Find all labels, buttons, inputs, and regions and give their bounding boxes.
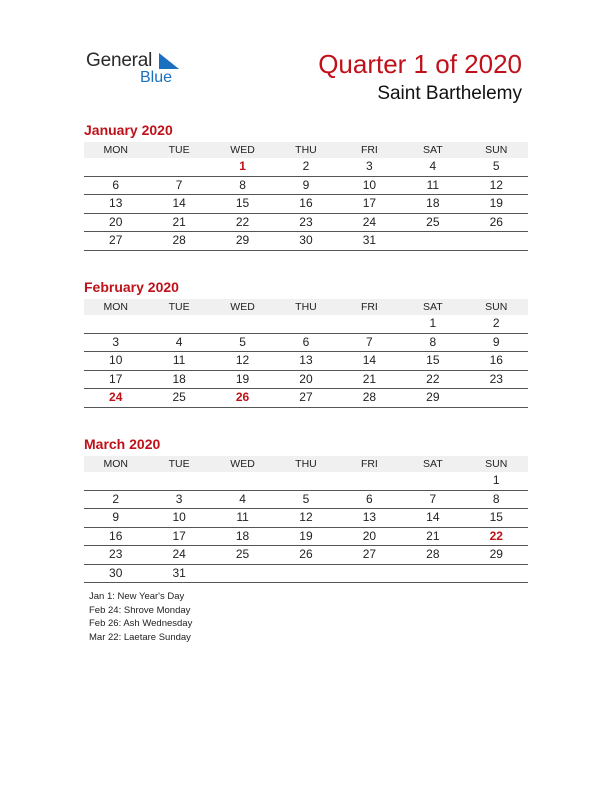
day-cell: 1 xyxy=(465,472,528,490)
day-cell: 3 xyxy=(338,158,401,176)
day-cell: 22 xyxy=(401,370,464,389)
day-cell: 1 xyxy=(401,315,464,333)
day-cell xyxy=(465,232,528,251)
day-cell xyxy=(84,315,147,333)
day-cell: 2 xyxy=(274,158,337,176)
day-cell: 13 xyxy=(274,352,337,371)
day-cell: 10 xyxy=(84,352,147,371)
day-cell: 3 xyxy=(147,490,210,509)
day-cell: 15 xyxy=(465,509,528,528)
day-cell: 31 xyxy=(338,232,401,251)
day-cell xyxy=(338,315,401,333)
day-cell xyxy=(338,472,401,490)
day-cell: 11 xyxy=(401,176,464,195)
weekday-header: WED xyxy=(211,299,274,315)
weekday-header: THU xyxy=(274,299,337,315)
day-cell: 15 xyxy=(401,352,464,371)
weekday-header: THU xyxy=(274,456,337,472)
holiday-note: Mar 22: Laetare Sunday xyxy=(89,632,191,644)
day-cell: 25 xyxy=(211,546,274,565)
day-cell: 24 xyxy=(84,389,147,408)
day-cell: 30 xyxy=(84,564,147,583)
holiday-note: Jan 1: New Year's Day xyxy=(89,591,185,602)
day-cell: 2 xyxy=(465,315,528,333)
day-cell: 18 xyxy=(147,370,210,389)
day-cell xyxy=(211,564,274,583)
day-cell: 7 xyxy=(338,333,401,352)
weekday-header: SUN xyxy=(465,299,528,315)
day-cell: 25 xyxy=(147,389,210,408)
day-cell: 4 xyxy=(147,333,210,352)
weekday-header: FRI xyxy=(338,142,401,158)
week-row xyxy=(84,232,528,251)
day-cell: 16 xyxy=(274,195,337,214)
weekday-header: THU xyxy=(274,142,337,158)
week-row xyxy=(84,352,528,371)
day-cell: 16 xyxy=(84,527,147,546)
weekday-header: SAT xyxy=(401,142,464,158)
day-cell: 21 xyxy=(338,370,401,389)
day-cell xyxy=(274,315,337,333)
day-cell: 8 xyxy=(211,176,274,195)
day-cell: 7 xyxy=(147,176,210,195)
day-cell: 26 xyxy=(465,213,528,232)
day-cell xyxy=(401,232,464,251)
day-cell: 28 xyxy=(338,389,401,408)
day-cell: 20 xyxy=(274,370,337,389)
day-cell: 16 xyxy=(465,352,528,371)
day-cell: 12 xyxy=(211,352,274,371)
month-table xyxy=(84,142,528,251)
day-cell: 20 xyxy=(84,213,147,232)
month-table xyxy=(84,299,528,408)
day-cell: 7 xyxy=(401,490,464,509)
day-cell: 5 xyxy=(274,490,337,509)
day-cell: 29 xyxy=(211,232,274,251)
day-cell: 21 xyxy=(147,213,210,232)
day-cell: 12 xyxy=(274,509,337,528)
day-cell: 29 xyxy=(465,546,528,565)
day-cell: 24 xyxy=(147,546,210,565)
day-cell: 6 xyxy=(84,176,147,195)
month-block-january xyxy=(84,121,528,251)
day-cell: 25 xyxy=(401,213,464,232)
day-cell xyxy=(401,472,464,490)
week-row xyxy=(84,195,528,214)
month-title: February 2020 xyxy=(84,279,179,295)
day-cell: 14 xyxy=(401,509,464,528)
country-name: Saint Barthelemy xyxy=(377,83,522,104)
day-cell: 28 xyxy=(401,546,464,565)
month-title: January 2020 xyxy=(84,122,173,138)
day-cell: 23 xyxy=(465,370,528,389)
weekday-header: TUE xyxy=(147,456,210,472)
weekday-header: SAT xyxy=(401,456,464,472)
day-cell: 5 xyxy=(211,333,274,352)
weekday-header: TUE xyxy=(147,142,210,158)
day-cell: 19 xyxy=(211,370,274,389)
weekday-header: WED xyxy=(211,142,274,158)
weekday-header: SAT xyxy=(401,299,464,315)
page-title: Quarter 1 of 2020 xyxy=(318,49,522,79)
week-row xyxy=(84,315,528,333)
day-cell: 8 xyxy=(465,490,528,509)
week-row xyxy=(84,490,528,509)
day-cell: 13 xyxy=(338,509,401,528)
week-row xyxy=(84,472,528,490)
brand-general-text: General xyxy=(86,50,153,71)
day-cell: 11 xyxy=(147,352,210,371)
day-cell: 26 xyxy=(274,546,337,565)
day-cell: 28 xyxy=(147,232,210,251)
day-cell: 17 xyxy=(84,370,147,389)
day-cell: 8 xyxy=(401,333,464,352)
day-cell: 4 xyxy=(401,158,464,176)
day-cell: 22 xyxy=(465,527,528,546)
day-cell: 14 xyxy=(147,195,210,214)
day-cell: 1 xyxy=(211,158,274,176)
day-cell: 31 xyxy=(147,564,210,583)
month-table xyxy=(84,456,528,583)
day-cell: 23 xyxy=(84,546,147,565)
holiday-note: Feb 24: Shrove Monday xyxy=(89,604,191,616)
week-row xyxy=(84,176,528,195)
brand-blue-text: Blue xyxy=(140,69,173,86)
brand-triangle-icon xyxy=(159,53,179,69)
day-cell: 6 xyxy=(274,333,337,352)
day-cell xyxy=(147,472,210,490)
week-row xyxy=(84,370,528,389)
day-cell: 22 xyxy=(211,213,274,232)
day-cell xyxy=(274,564,337,583)
holiday-notes xyxy=(89,590,192,645)
week-row xyxy=(84,564,528,583)
day-cell: 18 xyxy=(401,195,464,214)
day-cell: 11 xyxy=(211,509,274,528)
week-row xyxy=(84,527,528,546)
weekday-header: MON xyxy=(84,456,147,472)
brand-logo xyxy=(86,50,196,90)
day-cell: 9 xyxy=(274,176,337,195)
day-cell: 23 xyxy=(274,213,337,232)
week-row xyxy=(84,158,528,176)
day-cell: 15 xyxy=(211,195,274,214)
day-cell xyxy=(147,158,210,176)
weekday-header: MON xyxy=(84,299,147,315)
day-cell xyxy=(274,472,337,490)
month-title: March 2020 xyxy=(84,436,161,452)
month-block-march xyxy=(84,435,528,583)
day-cell: 27 xyxy=(338,546,401,565)
day-cell: 19 xyxy=(465,195,528,214)
weekday-header: SUN xyxy=(465,142,528,158)
day-cell xyxy=(401,564,464,583)
day-cell xyxy=(211,315,274,333)
day-cell: 17 xyxy=(338,195,401,214)
day-cell: 9 xyxy=(84,509,147,528)
day-cell: 12 xyxy=(465,176,528,195)
day-cell: 30 xyxy=(274,232,337,251)
day-cell xyxy=(465,564,528,583)
day-cell xyxy=(465,389,528,408)
day-cell: 29 xyxy=(401,389,464,408)
day-cell: 3 xyxy=(84,333,147,352)
day-cell: 27 xyxy=(274,389,337,408)
day-cell: 18 xyxy=(211,527,274,546)
week-row xyxy=(84,546,528,565)
week-row xyxy=(84,509,528,528)
week-row xyxy=(84,213,528,232)
day-cell: 17 xyxy=(147,527,210,546)
week-row xyxy=(84,333,528,352)
day-cell: 4 xyxy=(211,490,274,509)
day-cell: 10 xyxy=(147,509,210,528)
day-cell xyxy=(84,472,147,490)
day-cell: 2 xyxy=(84,490,147,509)
day-cell: 19 xyxy=(274,527,337,546)
week-row xyxy=(84,389,528,408)
day-cell xyxy=(84,158,147,176)
day-cell xyxy=(211,472,274,490)
day-cell: 10 xyxy=(338,176,401,195)
day-cell: 5 xyxy=(465,158,528,176)
day-cell: 26 xyxy=(211,389,274,408)
day-cell: 20 xyxy=(338,527,401,546)
holiday-note: Feb 26: Ash Wednesday xyxy=(89,618,193,630)
day-cell: 6 xyxy=(338,490,401,509)
day-cell: 27 xyxy=(84,232,147,251)
weekday-header: SUN xyxy=(465,456,528,472)
weekday-header: FRI xyxy=(338,299,401,315)
day-cell: 24 xyxy=(338,213,401,232)
day-cell xyxy=(338,564,401,583)
weekday-header: TUE xyxy=(147,299,210,315)
day-cell: 9 xyxy=(465,333,528,352)
weekday-header: WED xyxy=(211,456,274,472)
weekday-header: MON xyxy=(84,142,147,158)
weekday-header: FRI xyxy=(338,456,401,472)
day-cell: 14 xyxy=(338,352,401,371)
day-cell: 13 xyxy=(84,195,147,214)
day-cell: 21 xyxy=(401,527,464,546)
day-cell xyxy=(147,315,210,333)
month-block-february xyxy=(84,278,528,408)
